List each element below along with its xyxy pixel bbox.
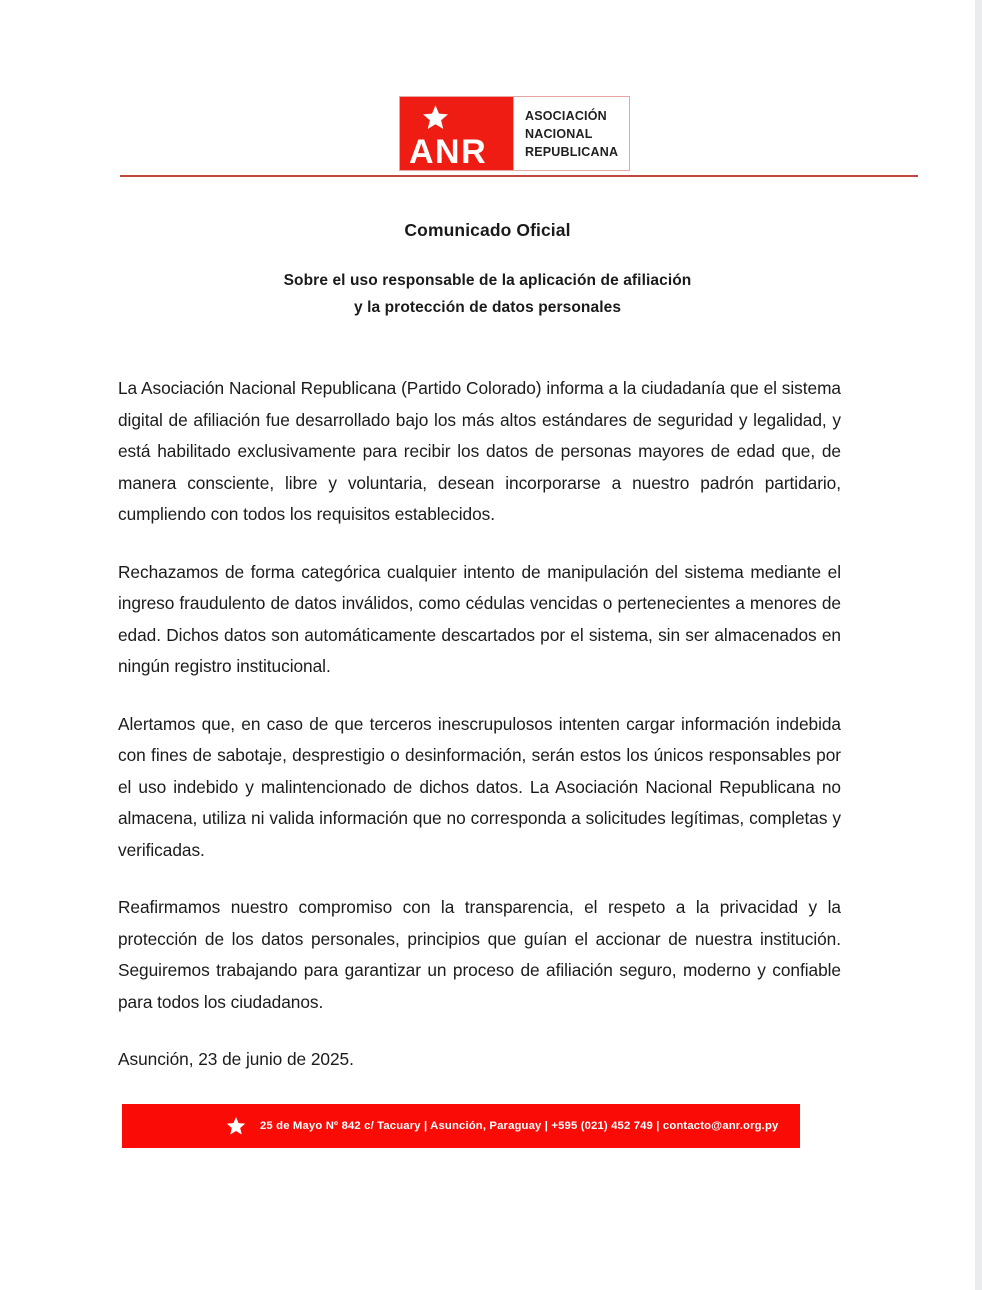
logo-org-name (513, 97, 629, 170)
title-block (0, 220, 975, 321)
document-header (0, 96, 975, 178)
logo-org-name-line-1: ASOCIACIÓN (525, 108, 607, 123)
star-icon (226, 1116, 246, 1136)
body-paragraph: Alertamos que, en caso de que terceros inescrupulosos intenten cargar información indebida con fines de sabotaje, desprestigio o desinformación, serán estos los únicos responsables por el uso indebido y malintencionado de dichos datos. La Asociación Nacional Republicana no almacena, utiliza ni valida información que no corresponda a solicitudes legítimas, completas y verificadas. (118, 713, 841, 860)
logo-org-name-line-3: REPUBLICANA (525, 144, 619, 159)
footer-contact-bar (122, 1104, 800, 1148)
star-icon (422, 104, 449, 131)
header-divider-rule (120, 175, 918, 177)
page-title: Comunicado Oficial (404, 220, 571, 240)
page-subtitle (0, 241, 975, 321)
page-subtitle-line-2: y la protección de datos personales (353, 299, 622, 316)
logo-anr-text: ANR (409, 133, 488, 171)
body-paragraph: Rechazamos de forma categórica cualquier intento de manipulación del sistema mediante el ingreso fraudulento de datos inválidos, como cédulas vencidas o pertenecientes a menores de edad. Dichos datos son automáticamente descartados por el sistema, sin ser almacenados en ningún registro institucional. (118, 561, 841, 676)
page-right-gutter (975, 0, 982, 1290)
page-subtitle-line-1: Sobre el uso responsable de la aplicación de afiliación (283, 272, 692, 289)
footer-contact-text: 25 de Mayo Nº 842 c/ Tacuary | Asunción, Paraguay | +595 (021) 452 749 | contacto@anr.org.py (260, 1120, 779, 1132)
body-paragraph: Reafirmamos nuestro compromiso con la transparencia, el respeto a la privacidad y la protección de los datos personales, principios que guían el accionar de nuestra institución. Seguiremos trabajando para garantizar un proceso de afiliación seguro, moderno y confiable para todos los ciudadanos. (118, 897, 841, 1012)
document-body (118, 373, 841, 1076)
logo-red-mark (400, 97, 513, 170)
dateline: Asunción, 23 de junio de 2025. (118, 1049, 354, 1069)
body-paragraph: La Asociación Nacional Republicana (Partido Colorado) informa a la ciudadanía que el sistema digital de afiliación fue desarrollado bajo los más altos estándares de seguridad y legalidad, y está habilitado exclusivamente para recibir los datos de personas mayores de edad que, de manera consciente, libre y voluntaria, desean incorporarse a nuestro padrón partidario, cumpliendo con todos los requisitos establecidos. (118, 378, 841, 524)
logo-org-name-line-2: NACIONAL (525, 126, 593, 141)
anr-logo (399, 96, 630, 171)
